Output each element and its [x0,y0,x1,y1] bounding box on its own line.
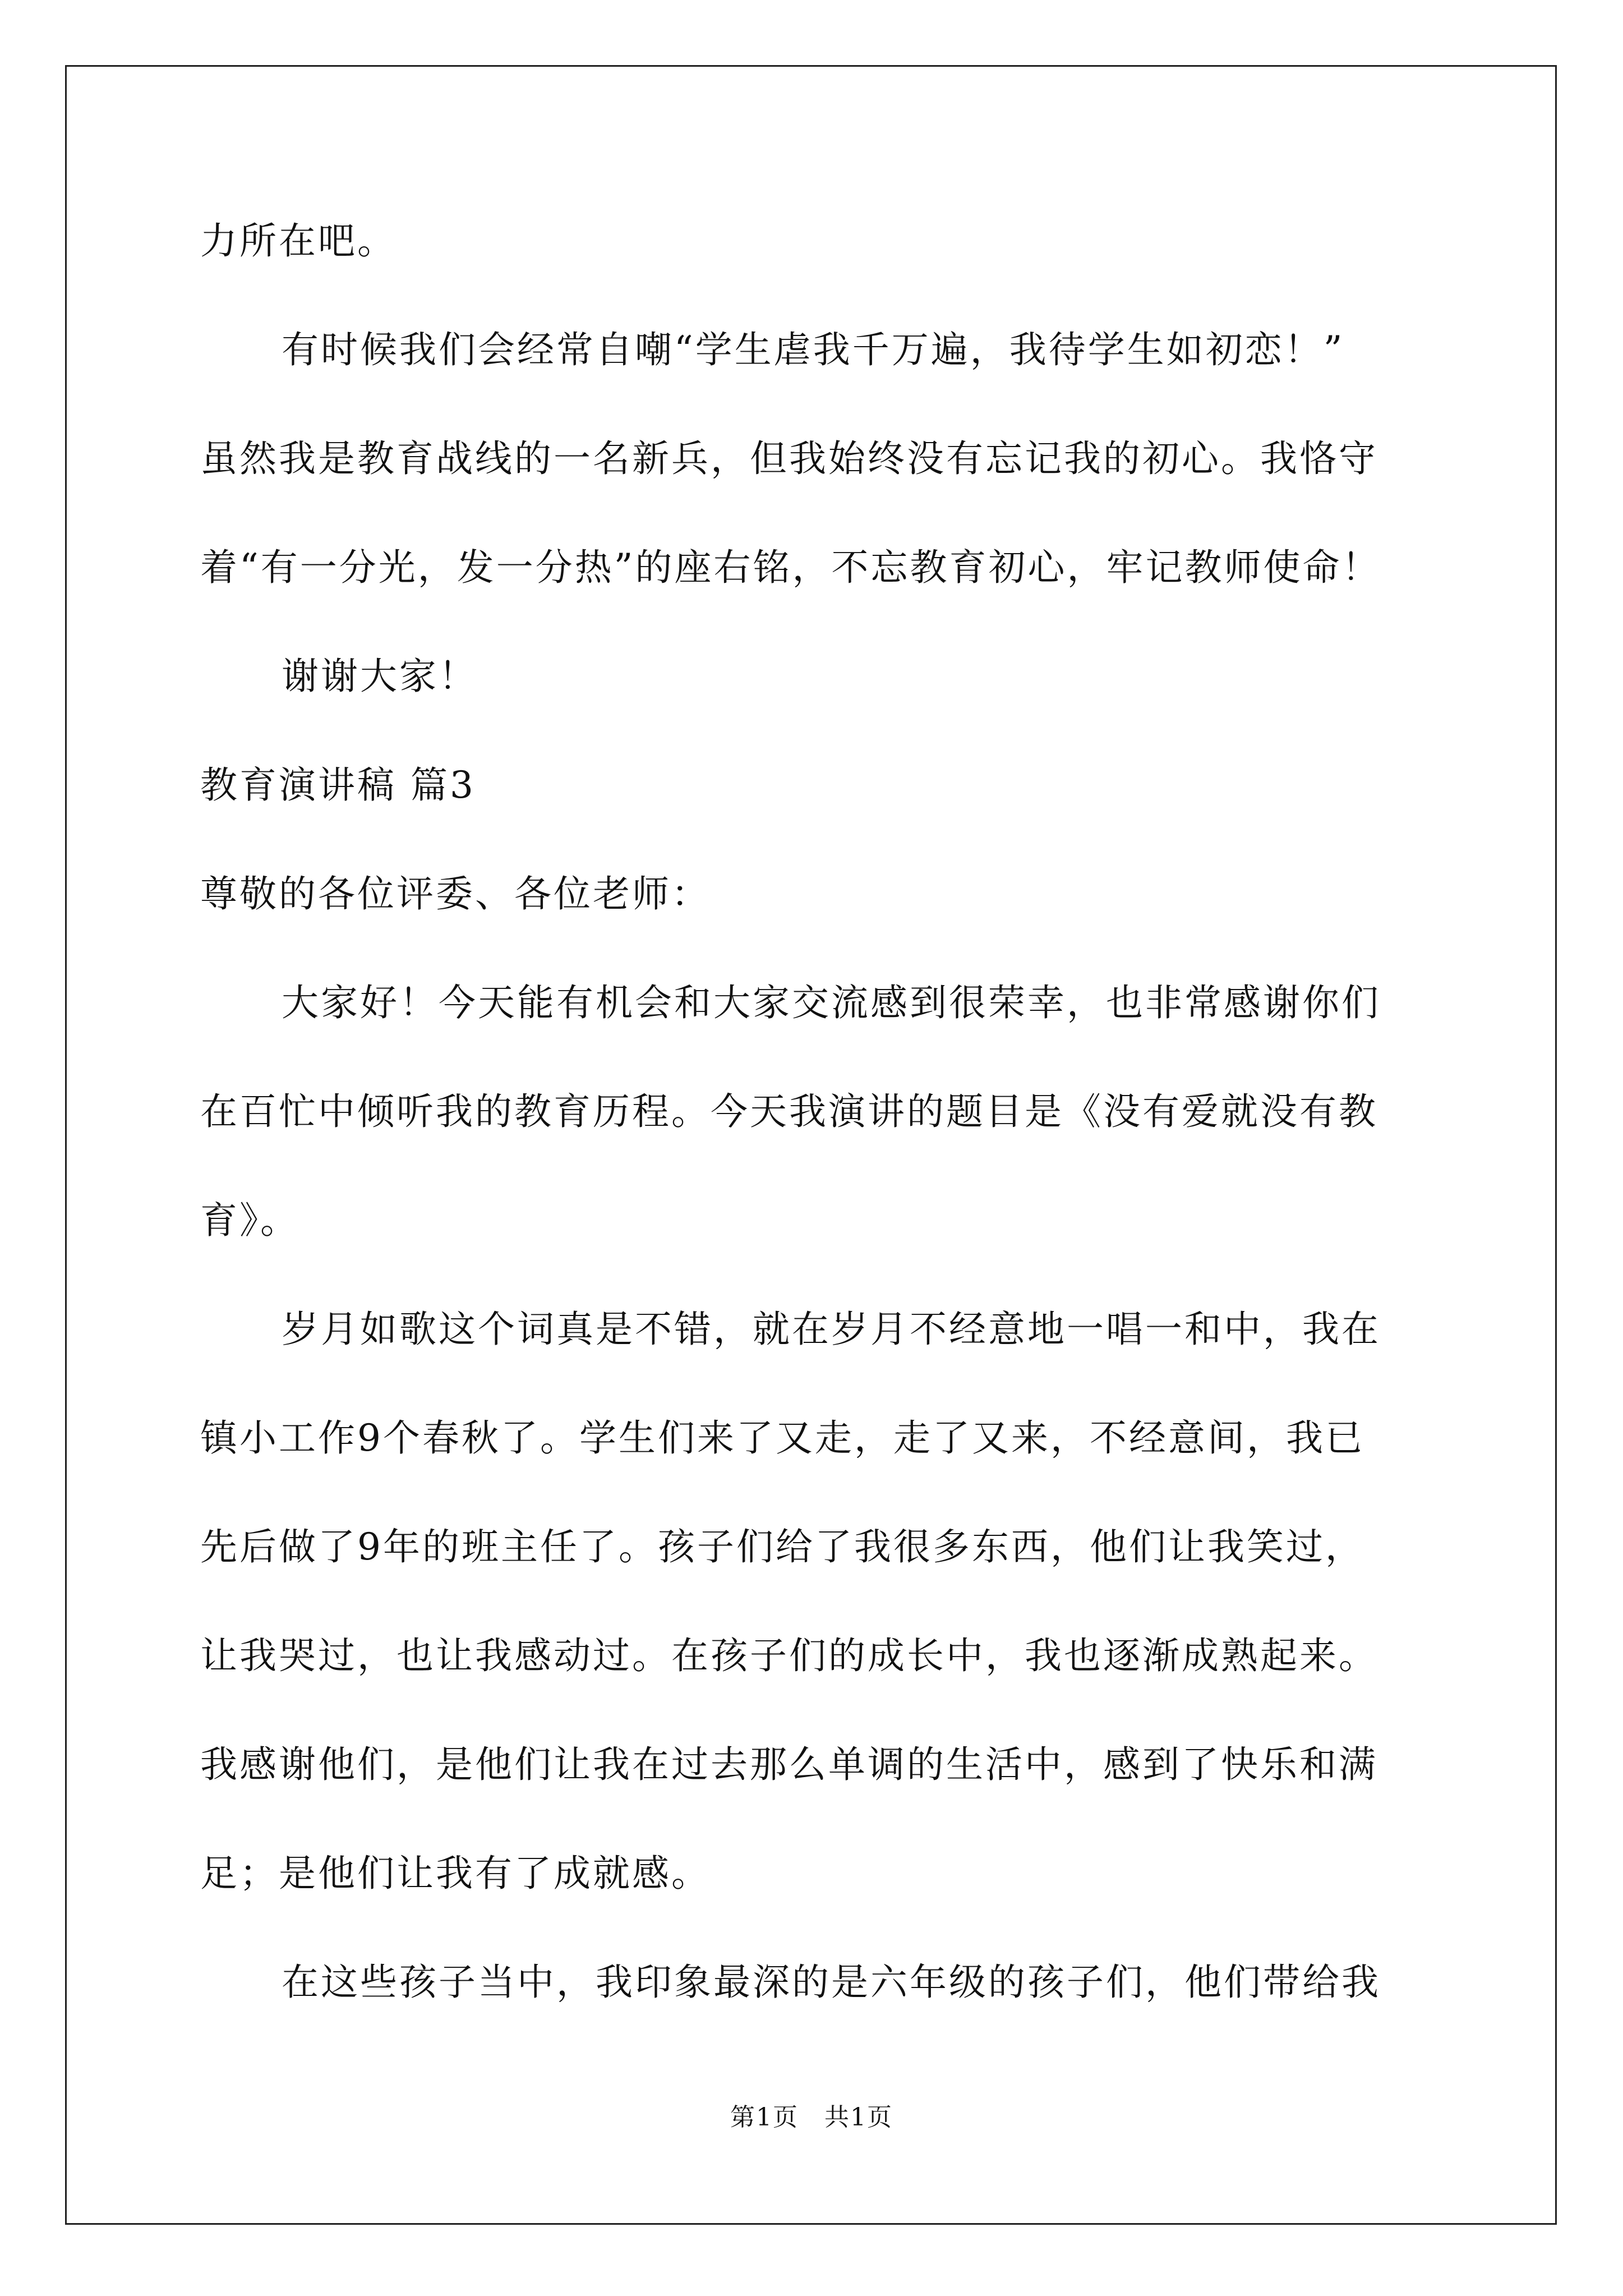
text-line: 着“有一分光，发一分热”的座右铭，不忘教育初心，牢记教师使命！ [200,546,1381,589]
text-line: 镇小工作9个春秋了。学生们来了又走，走了又来，不经意间，我已 [200,1416,1364,1460]
text-line: 在百忙中倾听我的教育历程。今天我演讲的题目是《没有爱就没有教 [200,1090,1378,1133]
text-line: 育》。 [200,1199,299,1242]
text-line: 有时候我们会经常自嘲“学生虐我千万遍，我待学生如初恋！” [282,328,1345,371]
text-line: 岁月如歌这个词真是不错，就在岁月不经意地一唱一和中，我在 [282,1308,1381,1351]
salutation: 尊敬的各位评委、各位老师： [200,872,711,915]
text-line: 足；是他们让我有了成就感。 [200,1852,711,1895]
text-line: 让我哭过，也让我感动过。在孩子们的成长中，我也逐渐成熟起来。 [200,1634,1378,1677]
text-line: 先后做了9年的班主任了。孩子们给了我很多东西，他们让我笑过， [200,1525,1364,1568]
text-line: 大家好！今天能有机会和大家交流感到很荣幸，也非常感谢你们 [282,981,1381,1024]
text-line: 谢谢大家！ [282,655,478,698]
section-heading: 教育演讲稿 篇3 [200,763,476,807]
text-line: 虽然我是教育战线的一名新兵，但我始终没有忘记我的初心。我恪守 [200,437,1378,480]
text-line: 力所在吧。 [200,219,396,263]
page-footer: 第1页 共1页 [730,2103,893,2132]
text-line: 我感谢他们，是他们让我在过去那么单调的生活中，感到了快乐和满 [200,1743,1378,1786]
text-line: 在这些孩子当中，我印象最深的是六年级的孩子们，他们带给我 [282,1961,1381,2004]
document-body [200,213,1434,2010]
